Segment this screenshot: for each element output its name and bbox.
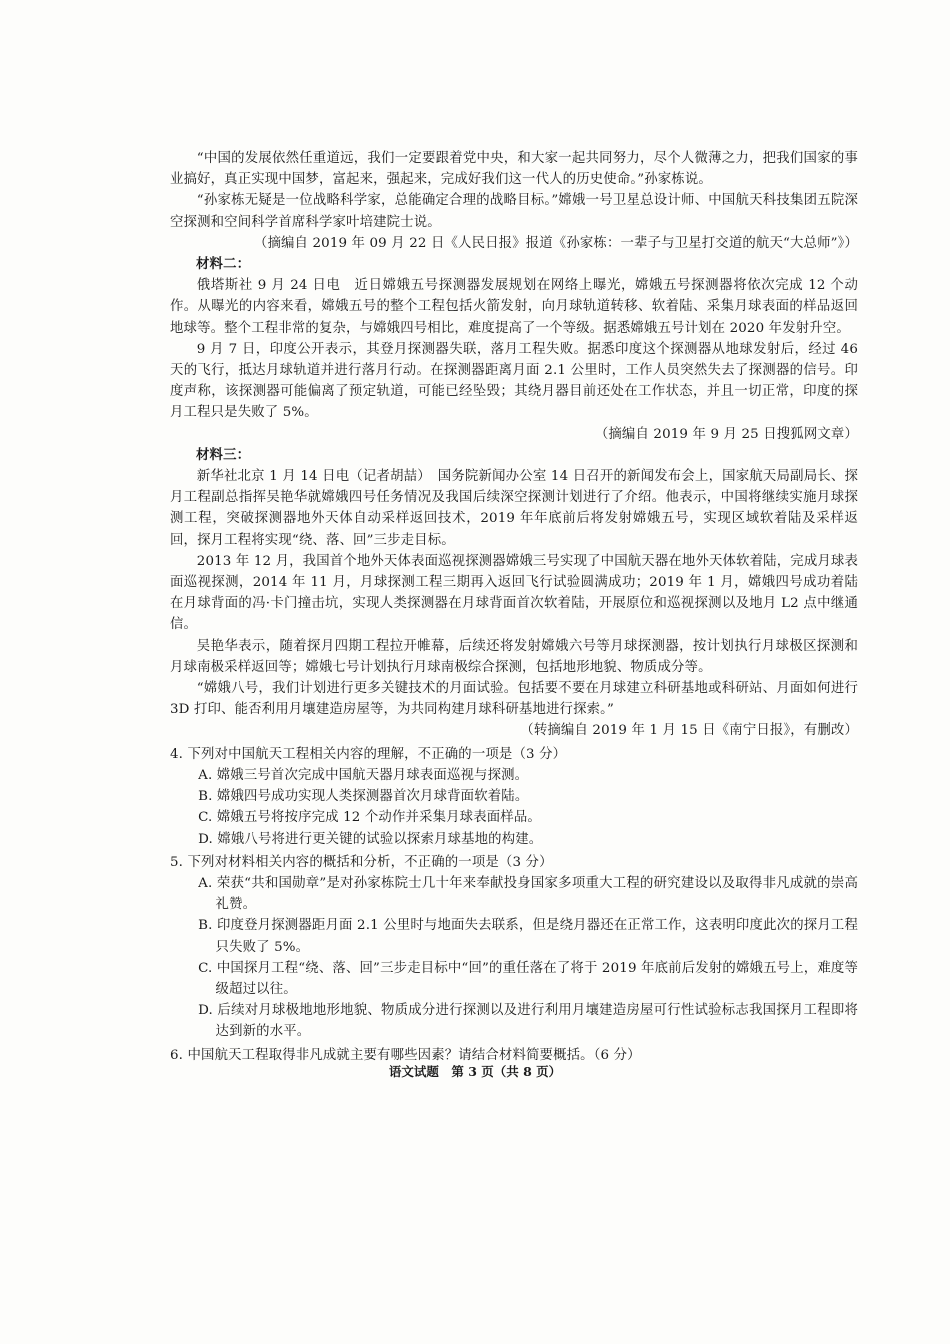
page-footer: 语文试题 第 3 页（共 8 页） (388, 1064, 562, 1079)
question-4-stem: 4. 下列对中国航天工程相关内容的理解，不正确的一项是（3 分） (170, 746, 567, 762)
question-5-stem: 5. 下列对材料相关内容的概括和分析，不正确的一项是（3 分） (170, 854, 553, 870)
material-3-paragraph-1: 新华社北京 1 月 14 日电（记者胡喆） 国务院新闻办公室 14 日召开的新闻发布会上，国家航天局副局长、探月工程副总指挥吴艳华就嫦娥四号任务情况及我国后续深空探测计划进行了介绍。他表示，中国将继续实施月球探测工程，突破探测器地外天体自动采样返回技术，2019 年年底前后将发射嫦娥五号，实现区域软着陆及采样返回，探月工程将实现“绕、落、回”三步走目标。 (170, 469, 858, 548)
question-5-option-c: C. 中国探月工程“绕、落、回”三步走目标中“回”的重任落在了将于 2019 年底前后发射的嫦娥五号上，难度等级超过以往。 (198, 960, 858, 997)
material-2-paragraph-2: 9 月 7 日，印度公开表示，其登月探测器失联，落月工程失败。据悉印度这个探测器从地球发射后，经过 46 天的飞行，抵达月球轨道并进行落月行动。在探测器距离月面 2.1 公里时，工作人员突然失去了探测器的信号。印度声称，该探测器可能偏离了预定轨道，可能已经坠毁；其绕月器目前还处在工作状态，并且一切正常，印度的探月工程只是失败了 5%。 (170, 341, 858, 421)
paragraph-quote-ye: “孙家栋无疑是一位战略科学家，总能确定合理的战略目标。”嫦娥一号卫星总设计师、中国航天科技集团五院深空探测和空间科学首席科学家叶培建院士说。 (170, 193, 858, 230)
paragraph-quote-sun: “中国的发展依然任重道远，我们一定要跟着党中央，和大家一起共同努力，尽个人微薄之力，把我们国家的事业搞好，真正实现中国梦，富起来，强起来，完成好我们这一代人的历史使命。”孙家栋说。 (170, 151, 858, 188)
page-content (170, 148, 858, 1066)
question-4-option-c: C. 嫦娥五号将按序完成 12 个动作并采集月球表面样品。 (198, 810, 541, 826)
material-3-source: （转摘编自 2019 年 1 月 15 日《南宁日报》，有删改） (520, 723, 858, 739)
question-4-option-b: B. 嫦娥四号成功实现人类探测器首次月球背面软着陆。 (198, 789, 529, 805)
material-2-source: （摘编自 2019 年 9 月 25 日搜狐网文章） (594, 426, 858, 442)
question-5-option-a: A. 荣获“共和国勋章”是对孙家栋院士几十年来奉献投身国家多项重大工程的研究建设以及取得非凡成就的崇高礼赞。 (198, 875, 858, 913)
material-3-heading: 材料三： (196, 446, 251, 463)
material-3-paragraph-4: “嫦娥八号，我们计划进行更多关键技术的月面试验。包括要不要在月球建立科研基地或科研站、月面如何进行 3D 打印、能否利用月壤建造房屋等，为共同构建月球科研基地进行探索。” (170, 681, 858, 718)
material-3-paragraph-3: 吴艳华表示，随着探月四期工程拉开帷幕，后续还将发射嫦娥六号等月球探测器，按计划执行月球极区探测和月球南极采样返回等；嫦娥七号计划执行月球南极综合探测，包括地形地貌、物质成分等。 (170, 638, 858, 675)
question-5-option-d: D. 后续对月球极地地形地貌、物质成分进行探测以及进行利用月壤建造房屋可行性试验标志我国探月工程即将达到新的水平。 (198, 1003, 858, 1040)
question-6-stem: 6. 中国航天工程取得非凡成就主要有哪些因素？请结合材料简要概括。（6 分） (170, 1047, 641, 1063)
question-5-option-b: B. 印度登月探测器距月面 2.1 公里时与地面失去联系，但是绕月器还在正常工作，这表明印度此次的探月工程只失败了 5%。 (198, 918, 858, 955)
material-3-paragraph-2: 2013 年 12 月，我国首个地外天体表面巡视探测器嫦娥三号实现了中国航天器在地外天体软着陆，完成月球表面巡视探测，2014 年 11 月，月球探测工程三期再入返回飞行试验圆满成功；2019 年 1 月，嫦娥四号成功着陆在月球背面的冯·卡门撞击坑，实现人类探测器在月球背面首次软着陆，开展原位和巡视探测以及地月 L2 点中继通信。 (170, 553, 858, 633)
source-citation-1: （摘编自 2019 年 09 月 22 日《人民日报》报道《孙家栋：一辈子与卫星打交道的航天“大总师”》） (253, 235, 858, 251)
material-2-heading: 材料二： (196, 256, 251, 273)
question-4-option-a: A. 嫦娥三号首次完成中国航天器月球表面巡视与探测。 (198, 767, 529, 783)
question-4-option-d: D. 嫦娥八号将进行更关键的试验以探索月球基地的构建。 (198, 831, 543, 847)
material-2-paragraph-1: 俄塔斯社 9 月 24 日电 近日嫦娥五号探测器发展规划在网络上曝光，嫦娥五号探测器将依次完成 12 个动作。从曝光的内容来看，嫦娥五号的整个工程包括火箭发射，向月球轨道转移、软着陆、采集月球表面的样品返回地球等。整个工程非常的复杂，与嫦娥四号相比，难度提高了一个等级。据悉嫦娥五号计划在 2020 年发射升空。 (170, 278, 858, 336)
